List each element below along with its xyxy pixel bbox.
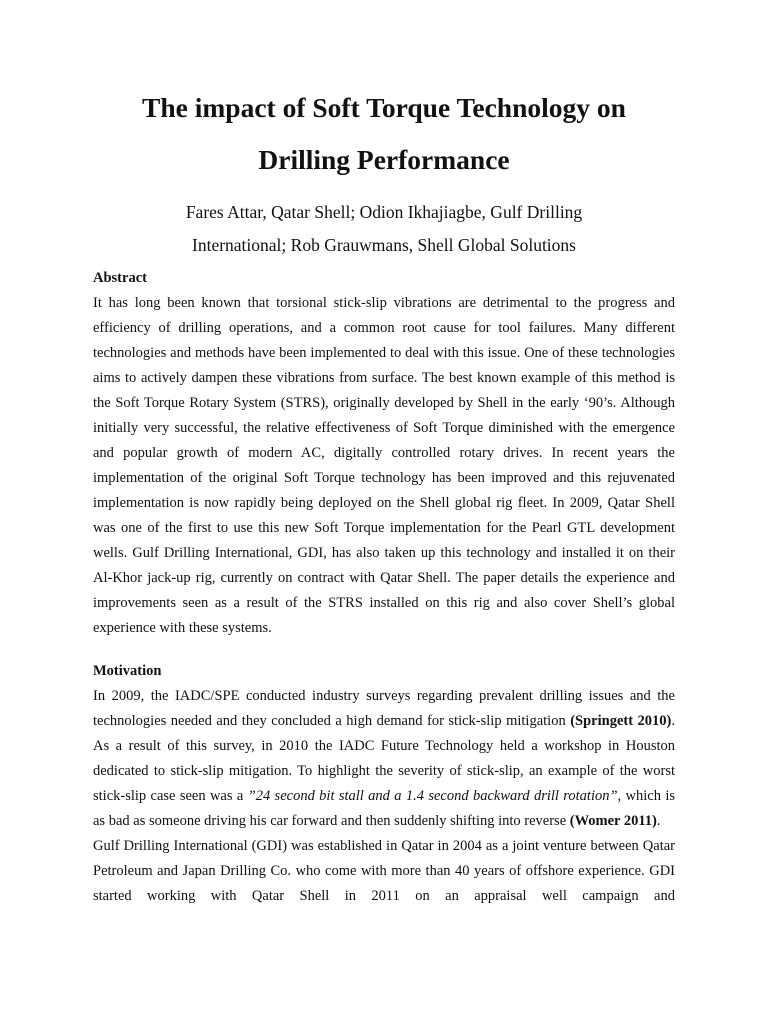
paper-title	[93, 0, 675, 186]
title-line-1: The impact of Soft Torque Technology on	[142, 92, 626, 123]
motivation-paragraph-2: Gulf Drilling International (GDI) was established in Qatar in 2004 as a joint venture between Qatar Petroleum and Japan Drilling Co. who come with more than 40 years of offshore experience. GDI started working with Qatar Shell in 2011 on an appraisal well campaign and	[93, 838, 675, 904]
citation-springett: (Springett 2010)	[570, 713, 672, 729]
abstract-heading: Abstract	[93, 270, 147, 286]
motivation-paragraph-1	[93, 684, 675, 834]
abstract-paragraph: It has long been known that torsional stick-slip vibrations are detrimental to the progress and efficiency of drilling operations, and a common root cause for tool failures. Many different technologies and methods have been implemented to deal with this issue. One of these technologies aims to actively dampen these vibrations from surface. The best known example of this method is the Soft Torque Rotary System (STRS), originally developed by Shell in the early ‘90’s. Although initially very successful, the relative effectiveness of Soft Torque diminished with the emergence and popular growth of modern AC, digitally controlled rotary drives. In recent years the implementation of the original Soft Torque technology has been improved and this rejuvenated implementation is now rapidly being deployed on the Shell global rig fleet. In 2009, Qatar Shell was one of the first to use this new Soft Torque implementation for the Pearl GTL development wells. Gulf Drilling International, GDI, has also taken up this technology and installed it on their Al-Khor jack-up rig, currently on contract with Qatar Shell. The paper details the experience and improvements seen as a result of the STRS installed on this rig and also cover Shell’s global experience with these systems.	[93, 295, 675, 636]
authors-line-2: International; Rob Grauwmans, Shell Global Solutions	[192, 235, 576, 255]
authors-line-1: Fares Attar, Qatar Shell; Odion Ikhajiagbe, Gulf Drilling	[185, 202, 583, 222]
citation-womer: (Womer 2011)	[569, 813, 657, 829]
motivation-text-4: .	[656, 813, 661, 829]
motivation-text-1: In 2009, the IADC/SPE conducted industry surveys regarding prevalent drilling issues and the technologies needed and they concluded a high demand for stick-slip mitigation	[93, 688, 675, 729]
stick-slip-quote: ”24 second bit stall and a 1.4 second backward drill rotation”,	[247, 788, 622, 804]
title-line-2: Drilling Performance	[258, 144, 510, 175]
motivation-text-3: which is as bad as someone driving his car forward and then suddenly shifting into reverse	[93, 788, 676, 829]
motivation-heading: Motivation	[93, 663, 162, 679]
author-list	[93, 196, 675, 262]
motivation-text-2: . As a result of this survey, in 2010 the IADC Future Technology held a workshop in Houston dedicated to stick-slip mitigation. To highlight the severity of stick-slip, an example of the worst stick-slip case seen was a	[93, 713, 675, 804]
